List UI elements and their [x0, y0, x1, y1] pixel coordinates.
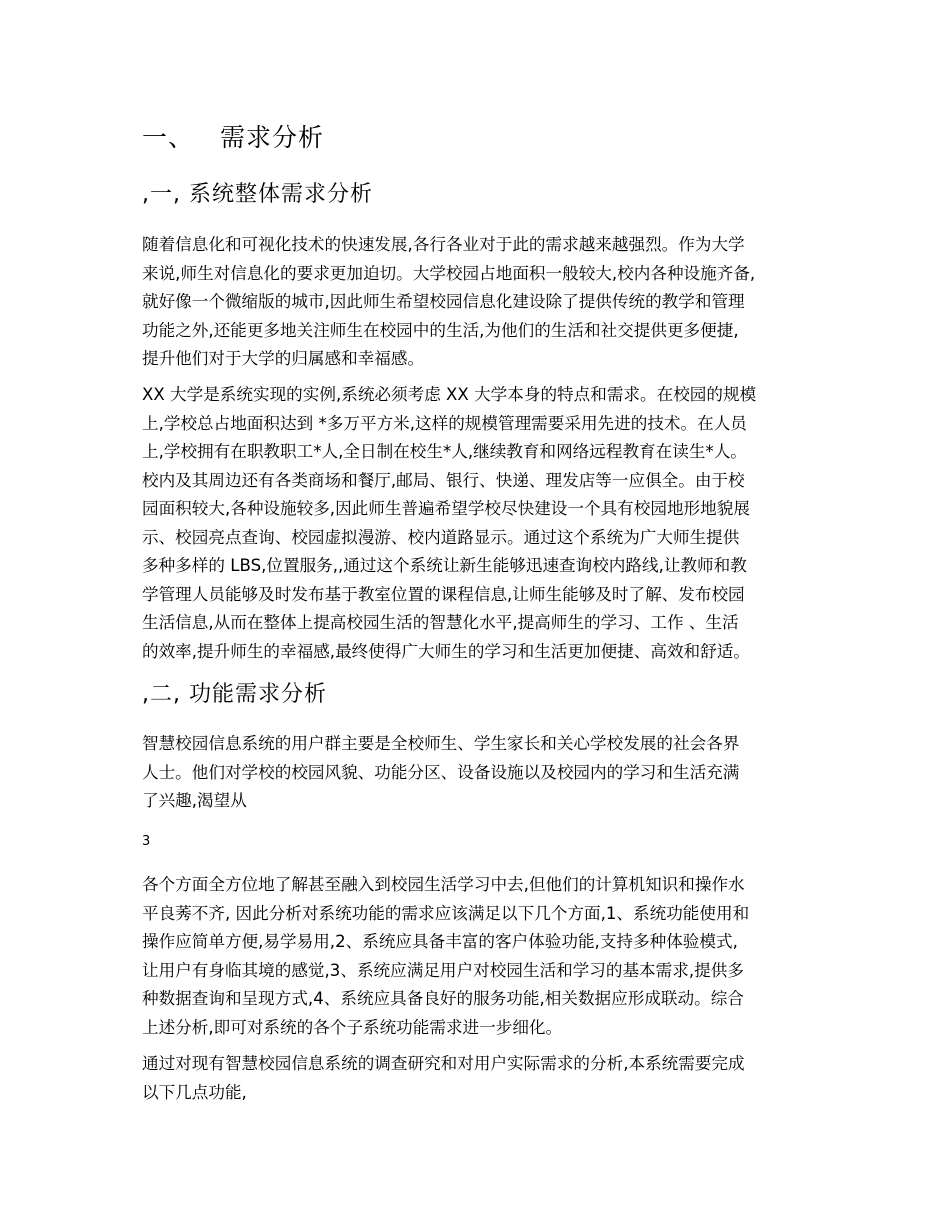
paragraph-line: 平良莠不齐, 因此分析对系统功能的需求应该满足以下几个方面,1、系统功能使用和: [142, 903, 750, 923]
paragraph-line: 各个方面全方位地了解甚至融入到校园生活学习中去,但他们的计算机知识和操作水: [142, 875, 745, 894]
paragraph-line: 学管理人员能够及时发布基于教室位置的课程信息,让师生能够及时了解、发布校园: [142, 584, 745, 604]
paragraph-line: 示、校园亮点查询、校园虚拟漫游、校内道路显示。通过这个系统为广大师生提供: [142, 527, 740, 547]
paragraph-line: XX 大学是系统实现的实例,系统必须考虑 XX 大学本身的特点和需求。在校园的规模: [142, 385, 757, 404]
paragraph-line: 智慧校园信息系统的用户群主要是全校师生、学生家长和关心学校发展的社会各界: [142, 734, 740, 753]
section-2-heading: ,二, 功能需求分析: [142, 682, 327, 707]
section-1-paragraph-2: [142, 381, 822, 666]
paragraph-line: 提升他们对于大学的归属感和幸福感。: [142, 349, 425, 368]
paragraph-line: 上,学校总占地面积达到 *多万平方米,这样的规模管理需要采用先进的技术。在人员: [142, 413, 747, 433]
paragraph-line: 种数据查询和呈现方式,4、系统应具备良好的服务功能,相关数据应形成联动。综合: [142, 989, 744, 1008]
paragraph-line: 功能之外,还能更多地关注师生在校园中的生活,为他们的生活和社交提供更多便捷,: [142, 320, 739, 340]
paragraph-line: 的效率,提升师生的幸福感,最终使得广大师生的学习和生活更加便捷、高效和舒适。: [142, 641, 750, 661]
page-number: 3: [142, 834, 151, 849]
paragraph-line: 园面积较大,各种设施较多,因此师生普遍希望学校尽快建设一个具有校园地形地貌展: [142, 499, 750, 518]
section-1-paragraph-1: [142, 231, 822, 374]
paragraph-line: 随着信息化和可视化技术的快速发展,各行各业对于此的需求越来越强烈。作为大学: [142, 235, 745, 254]
section-2-paragraph-2: [142, 871, 822, 1042]
paragraph-line: 多种多样的 LBS,位置服务,,通过这个系统让新生能够迅速查询校内路线,让教师和教: [142, 556, 747, 575]
paragraph-line: 通过对现有智慧校园信息系统的调查研究和对用户实际需求的分析,本系统需要完成: [142, 1054, 745, 1073]
section-2-paragraph-3: [142, 1050, 822, 1107]
paragraph-line: 操作应简单方便,易学易用,2、系统应具备丰富的客户体验功能,支持多种体验模式,: [142, 932, 738, 951]
heading-1-number: 一、: [142, 123, 195, 152]
paragraph-line: 以下几点功能,: [142, 1082, 247, 1102]
paragraph-line: 来说,师生对信息化的要求更加迫切。大学校园占地面积一般较大,校内各种设施齐备,: [142, 263, 756, 283]
paragraph-line: 上,学校拥有在职教职工*人,全日制在校生*人,继续教育和网络远程教育在读生*人。: [142, 442, 747, 461]
heading-1-title: 需求分析: [220, 123, 325, 152]
paragraph-line: 了兴趣,渴望从: [142, 791, 247, 810]
paragraph-line: 生活信息,从而在整体上提高校园生活的智慧化水平,提高师生的学习、工作 、生活: [142, 613, 739, 632]
paragraph-line: 上述分析,即可对系统的各个子系统功能需求进一步细化。: [142, 1017, 563, 1037]
paragraph-line: 人士。他们对学校的校园风貌、功能分区、设备设施以及校园内的学习和生活充满: [142, 762, 740, 782]
paragraph-line: 校内及其周边还有各类商场和餐厅,邮局、银行、快递、理发店等一应俱全。由于校: [142, 470, 745, 490]
section-2-paragraph-1: [142, 730, 822, 816]
section-1-heading: ,一, 系统整体需求分析: [142, 182, 373, 207]
paragraph-line: 就好像一个微缩版的城市,因此师生希望校园信息化建设除了提供传统的教学和管理: [142, 292, 745, 311]
heading-1: [142, 118, 324, 158]
paragraph-line: 让用户有身临其境的感觉,3、系统应满足用户对校园生活和学习的基本需求,提供多: [142, 960, 744, 980]
